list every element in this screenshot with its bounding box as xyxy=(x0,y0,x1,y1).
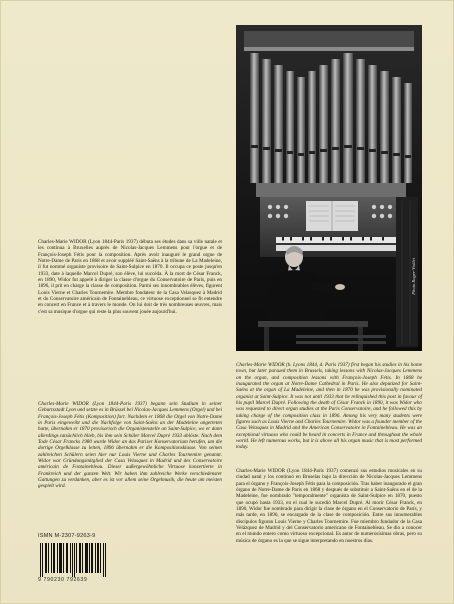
organist-at-organ-photo xyxy=(236,25,422,351)
biography-english: Charles-Marie WIDOR (b. Lyons 1844, d. Paris 1937) first began his studies in his home town, but later pursued them in Brussels, taking lessons with Nicolas-Jacques Lemmens on the organ, and composition lessons with François-Joseph Fétis. In 1868 he inaugurated the organ at Notre-Dame Cathedral in Paris. He also deputized for Saint-Saëns at the organ of La Madeleine, and then in 1870 he was provisionally nominated organist at Saint-Sulpice. It was not until 1933 that he relinquished this post in favour of his pupil Marcel Dupré. Following the death of César Franck in 1890, it was Widor who was requested to direct organ studies at the Paris Conservatoire, and he followed this by taking charge of the composition class in 1896. Among his very many students were figures such as Louis Vierne and Charles Tournemire. Widor was a founder member of the Casa Velasquez in Madrid and the American Conservatoire in Fontainebleau. He was an exceptional virtuoso who could be heard in concerts in France and throughout the whole world. He left numerous works, but it is above all his organ music that is most performed today. xyxy=(236,362,422,451)
ismn-code: ISMN M-2307-9263-9 xyxy=(38,533,96,539)
biography-spanish: Charles-Marie WIDOR (Lyon 1844-París 1937) comenzó sus estudios musicales en su ciudad natal y los continuó en Bruselas bajo la dirección de Nicolas-Jacques Lemmens para el órgano y François-Joseph Fétis para la composición. Tras haber inaugurado el gran órgano de Notre-Dame de Paris en 1868 y después de substituir a Saint-Saëns en el de la Madeleine, fue nombrado "temporalmente" organista de Saint-Sulpice en 1870, puesto que ocupó hasta 1933, en el cual le sucedió Marcel Dupré. Al morir César Franck, en 1890, Widor fue nombrado para dirigir la clase de órgano en el Conservatorio de París, y más tarde, en 1896, se encargado de la clase de composición. Entre sus innumerables discípulos figuran Louis Vierne y Charles Tournemire. Fue miembro fundador de la Casa Velázquez de Madrid y del Conservatorio americano de Fontainebleau. Se dio a conocer en el mundo entero como virtuoso excepcional. Es autor de numerosísimas obras, pero su música de órgano es la que se sigue interpretando en nuestros días. xyxy=(236,468,422,544)
biography-german: Charles-Marie WIDOR (Lyon 1844-Paris 1937) begann sein Studium in seiner Geburtsstadt Lyon und setzte es in Brüssel bei Nicolas-Jacques Lemmens (Orgel) und bei François-Joseph Fétis (Komposition) fort. Nachdem er 1868 die Orgel von Notre-Dame in Paris eingeweiht und die Nachfolge von Saint-Saëns an der Madeleine angetreten hatte, übernahm er 1870 provisorisch die Organistenstelle an Saint-Sulpice, wo er dann allerdings tatsächlich blieb, bis ihm sein Schüler Marcel Dupré 1933 ablöste. Nach dem Tode César Francks 1980 wurde Widor an das Pariser Konservatorium berufen, um die dortige Orgelklasse zu leiten, 1896 übernahm er die Kompositionsklasse. Von seinen zahlreichen Schülern seien hier nur Louis Vierne und Charles Tournemire genannt. Widor war Gründungsmitglied der Casa Velasquez in Madrid und des Conservatoire américain de Fontainebleau. Dieser außergewöhnliche Virtuose konzertierte in Frankreich und der ganzen Welt. Wir haben ihm zahlreiche Werke verschiedenster Gattungen zu verdanken, aber es ist vor allem seine Orgelmusik, die heute am meisten gespielt wird. xyxy=(38,401,222,490)
organist-photo xyxy=(236,25,422,351)
photo-credit: Photo Roger-Viollet xyxy=(411,258,416,295)
barcode-icon xyxy=(38,543,108,577)
barcode-number: 9 790230 792639 xyxy=(38,577,88,583)
biography-french: Charles-Marie WIDOR (Lyon 1844-Paris 1937) débuta ses études dans sa ville natale et les continua à Bruxelles auprès de Nicolas-Jacques Lemmens pour l'orgue et de François-Joseph Fétis pour la composition. Après avoir inauguré le grand orgue de Notre-Dame de Paris en 1868 et avoir suppléé Saint-Saëns à la tribune de La Madeleine, il fut nommé organiste provisoire de Saint-Sulpice en 1870. Il occupa ce poste jusqu'en 1933, date à laquelle Marcel Dupré, son élève, lui succéda. À la mort de César Franck, en 1890, Widor fut appelé à diriger la classe d'orgue du Conservatoire de Paris, puis en 1896, il prit en charge la classe de composition. Parmi ses innombrables élèves, figurent Louis Vierne et Charles Tournemire. Membre fondateur de la Casa Velasquez à Madrid et du Conservatoire américain de Fontainebleau, ce virtuose exceptionnel se fit entendre en concert en France et à travers le monde. On lui doit de très nombreuses œuvres, mais c'est sa musique d'orgue qui reste la plus souvent jouée aujourd'hui. xyxy=(38,239,222,315)
